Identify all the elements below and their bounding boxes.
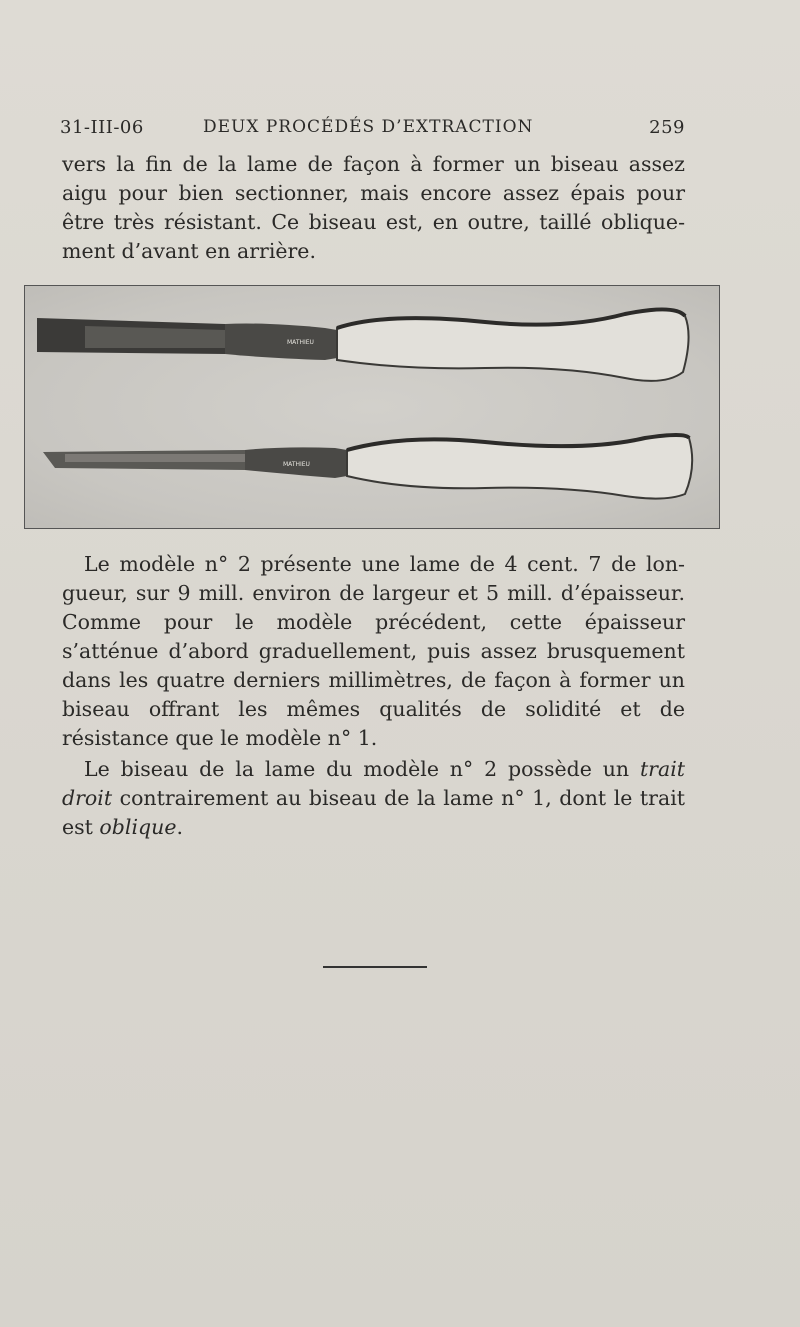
header-title: DEUX PROCÉDÉS D’EXTRACTION bbox=[203, 117, 534, 137]
paragraph-3-text-2: contrairement au biseau de la lame n° 1, dont le trait est bbox=[62, 786, 685, 839]
chisels-illustration bbox=[25, 286, 719, 528]
running-header bbox=[60, 117, 685, 143]
page-number: 259 bbox=[649, 117, 685, 138]
section-divider bbox=[323, 966, 427, 968]
paragraph-2: Le modèle n° 2 présente une lame de 4 cent. 7 de lon-gueur, sur 9 mill. environ de largeur et 5 mill. d’épaisseur. Comme pour le modèle précédent, cette épaisseur s’atténue d’abord graduellement, puis assez brusquement dans les quatre derniers millimètres, de façon à former un biseau offrant les mêmes qualités de solidité et de résistance que le modèle n° 1. bbox=[62, 552, 685, 750]
top-chisel bbox=[37, 309, 689, 380]
paragraph-3-text-3: . bbox=[176, 815, 183, 839]
italic-trait-droit: trait droit bbox=[62, 757, 685, 810]
stamp-bottom: MATHIEU bbox=[283, 461, 310, 468]
italic-oblique: oblique bbox=[99, 815, 177, 839]
header-date: 31-III-06 bbox=[60, 117, 144, 138]
bottom-chisel bbox=[43, 435, 692, 499]
paragraph-3 bbox=[62, 755, 685, 842]
paragraph-1: vers la fin de la lame de façon à former un biseau assez aigu pour bien sectionner, mais encore assez épais pour être très résistant. Ce biseau est, en outre, taillé oblique-ment d’avant en arrière. bbox=[62, 152, 685, 263]
instrument-photo bbox=[24, 285, 720, 529]
stamp-top: MATHIEU bbox=[287, 339, 314, 346]
paragraph-3-text-1: Le biseau de la lame du modèle n° 2 possède un bbox=[84, 757, 640, 781]
